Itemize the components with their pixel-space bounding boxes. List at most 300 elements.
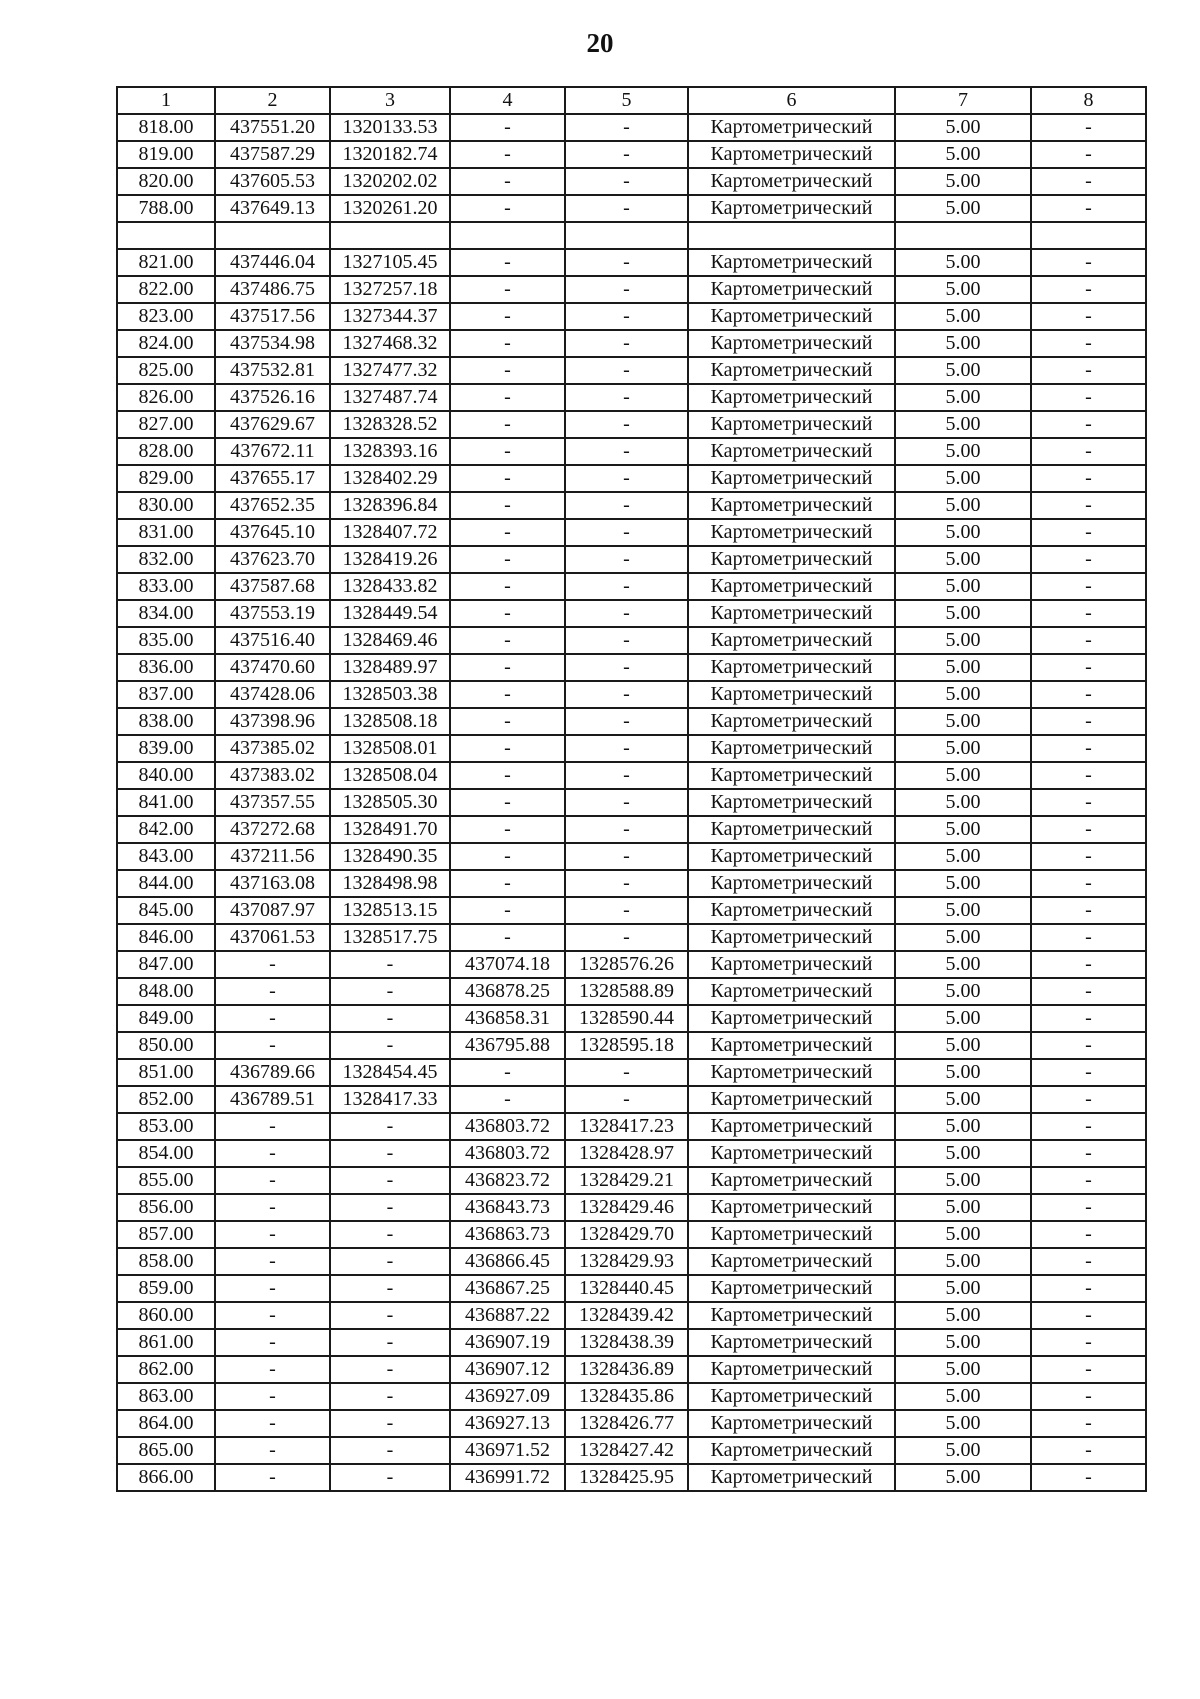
table-cell: Картометрический — [688, 573, 895, 600]
table-cell: - — [1031, 546, 1146, 573]
table-cell: 5.00 — [895, 1302, 1031, 1329]
table-row — [117, 1086, 1146, 1113]
table-row — [117, 1329, 1146, 1356]
table-row — [117, 816, 1146, 843]
table-cell: - — [450, 843, 565, 870]
table-cell: 5.00 — [895, 357, 1031, 384]
table-cell: - — [450, 411, 565, 438]
table-cell: - — [565, 519, 688, 546]
table-cell: - — [1031, 303, 1146, 330]
table-cell: 841.00 — [117, 789, 215, 816]
table-cell: 826.00 — [117, 384, 215, 411]
table-cell: - — [215, 1383, 330, 1410]
table-cell: 436907.12 — [450, 1356, 565, 1383]
table-cell: - — [330, 1005, 450, 1032]
table-cell: - — [450, 465, 565, 492]
table-row — [117, 1005, 1146, 1032]
table-cell: - — [330, 1275, 450, 1302]
table-body — [117, 114, 1146, 1491]
table-cell: - — [1031, 1140, 1146, 1167]
table-row — [117, 1248, 1146, 1275]
table-row — [117, 1194, 1146, 1221]
table-cell: 833.00 — [117, 573, 215, 600]
table-cell: 437623.70 — [215, 546, 330, 573]
table-row — [117, 492, 1146, 519]
table-cell: - — [565, 168, 688, 195]
table-cell — [565, 222, 688, 249]
table-cell: - — [1031, 411, 1146, 438]
table-cell: - — [565, 438, 688, 465]
table-cell: - — [450, 627, 565, 654]
table-cell: Картометрический — [688, 1221, 895, 1248]
table-cell: - — [215, 1248, 330, 1275]
table-cell: 1328429.46 — [565, 1194, 688, 1221]
table-cell: Картометрический — [688, 1086, 895, 1113]
table-cell: 5.00 — [895, 1221, 1031, 1248]
table-cell: - — [1031, 708, 1146, 735]
table-cell: 436887.22 — [450, 1302, 565, 1329]
table-cell: 858.00 — [117, 1248, 215, 1275]
table-cell: 1328454.45 — [330, 1059, 450, 1086]
table-cell: 5.00 — [895, 654, 1031, 681]
table-cell: 437534.98 — [215, 330, 330, 357]
table-cell: 831.00 — [117, 519, 215, 546]
table-row — [117, 1113, 1146, 1140]
table-cell: 839.00 — [117, 735, 215, 762]
table-cell: 5.00 — [895, 168, 1031, 195]
table-cell: 437551.20 — [215, 114, 330, 141]
table-cell: Картометрический — [688, 735, 895, 762]
table-cell: 1320202.02 — [330, 168, 450, 195]
table-cell: 788.00 — [117, 195, 215, 222]
table-row — [117, 654, 1146, 681]
table-cell: Картометрический — [688, 951, 895, 978]
table-cell: - — [1031, 816, 1146, 843]
table-cell: 859.00 — [117, 1275, 215, 1302]
table-cell: - — [1031, 762, 1146, 789]
table-row — [117, 114, 1146, 141]
table-cell: 832.00 — [117, 546, 215, 573]
table-cell: 1320182.74 — [330, 141, 450, 168]
table-cell: - — [330, 1140, 450, 1167]
table-cell: - — [565, 276, 688, 303]
table-row — [117, 168, 1146, 195]
table-cell: Картометрический — [688, 654, 895, 681]
table-cell: - — [215, 1140, 330, 1167]
table-cell: - — [1031, 978, 1146, 1005]
table-cell: Картометрический — [688, 762, 895, 789]
table-cell: - — [450, 141, 565, 168]
table-cell: 5.00 — [895, 978, 1031, 1005]
table-cell: - — [215, 1221, 330, 1248]
table-cell: 436789.66 — [215, 1059, 330, 1086]
table-cell: 849.00 — [117, 1005, 215, 1032]
table-cell: - — [450, 789, 565, 816]
table-cell: - — [450, 276, 565, 303]
table-cell: Картометрический — [688, 1464, 895, 1491]
table-row — [117, 1059, 1146, 1086]
table-cell: - — [1031, 114, 1146, 141]
table-cell: 437398.96 — [215, 708, 330, 735]
table-cell: 437649.13 — [215, 195, 330, 222]
table-cell: - — [565, 573, 688, 600]
table-row — [117, 384, 1146, 411]
table-cell: 1328328.52 — [330, 411, 450, 438]
table-cell: 823.00 — [117, 303, 215, 330]
table-cell: - — [1031, 897, 1146, 924]
table-cell: Картометрический — [688, 1194, 895, 1221]
table-cell: - — [1031, 1032, 1146, 1059]
table-cell: Картометрический — [688, 1059, 895, 1086]
table-cell: 5.00 — [895, 1410, 1031, 1437]
table-cell: - — [215, 1167, 330, 1194]
table-cell: 5.00 — [895, 546, 1031, 573]
table-cell: 437428.06 — [215, 681, 330, 708]
table-cell: Картометрический — [688, 843, 895, 870]
table-cell: - — [1031, 1356, 1146, 1383]
table-row — [117, 1275, 1146, 1302]
table-cell: - — [1031, 141, 1146, 168]
table-cell: - — [330, 1464, 450, 1491]
table-cell: - — [565, 924, 688, 951]
table-row — [117, 1437, 1146, 1464]
table-cell: Картометрический — [688, 870, 895, 897]
table-cell: 824.00 — [117, 330, 215, 357]
table-cell: - — [565, 681, 688, 708]
table-cell: - — [1031, 330, 1146, 357]
column-header: 5 — [565, 87, 688, 114]
table-cell: 437087.97 — [215, 897, 330, 924]
table-cell: - — [1031, 1383, 1146, 1410]
table-cell: - — [565, 303, 688, 330]
table-cell: - — [450, 1086, 565, 1113]
table-cell: - — [1031, 1194, 1146, 1221]
table-cell: Картометрический — [688, 627, 895, 654]
table-cell: 830.00 — [117, 492, 215, 519]
table-cell: Картометрический — [688, 168, 895, 195]
table-cell: - — [450, 519, 565, 546]
table-cell: 855.00 — [117, 1167, 215, 1194]
table-cell: 1328508.04 — [330, 762, 450, 789]
table-cell: - — [450, 600, 565, 627]
table-cell: 436795.88 — [450, 1032, 565, 1059]
table-cell: - — [1031, 195, 1146, 222]
table-cell: - — [565, 141, 688, 168]
table-cell: - — [450, 654, 565, 681]
table-cell: - — [215, 1194, 330, 1221]
table-cell: 5.00 — [895, 1086, 1031, 1113]
table-cell: 852.00 — [117, 1086, 215, 1113]
table-cell: 436907.19 — [450, 1329, 565, 1356]
table-cell: 5.00 — [895, 114, 1031, 141]
table-cell: 5.00 — [895, 1194, 1031, 1221]
table-cell: 1328576.26 — [565, 951, 688, 978]
table-cell: - — [450, 1059, 565, 1086]
table-cell: - — [330, 1113, 450, 1140]
table-row — [117, 1167, 1146, 1194]
table-cell: - — [450, 708, 565, 735]
table-cell: 436803.72 — [450, 1140, 565, 1167]
table-cell: - — [1031, 843, 1146, 870]
table-cell: - — [215, 1410, 330, 1437]
table-cell: Картометрический — [688, 789, 895, 816]
table-cell: 862.00 — [117, 1356, 215, 1383]
table-cell: - — [565, 546, 688, 573]
table-cell: Картометрический — [688, 492, 895, 519]
table-cell: 1328407.72 — [330, 519, 450, 546]
table-cell: 436867.25 — [450, 1275, 565, 1302]
table-cell: 437652.35 — [215, 492, 330, 519]
coordinates-table — [116, 86, 1147, 1492]
table-cell: 1327105.45 — [330, 249, 450, 276]
column-header: 8 — [1031, 87, 1146, 114]
table-row — [117, 762, 1146, 789]
table-cell: - — [330, 1221, 450, 1248]
table-cell: Картометрический — [688, 1383, 895, 1410]
table-cell: 1328590.44 — [565, 1005, 688, 1032]
table-cell: 847.00 — [117, 951, 215, 978]
table-row — [117, 1032, 1146, 1059]
table-cell: - — [215, 1005, 330, 1032]
table-cell: 840.00 — [117, 762, 215, 789]
table-cell: - — [330, 1302, 450, 1329]
column-header: 1 — [117, 87, 215, 114]
table-cell: 821.00 — [117, 249, 215, 276]
table-cell: 818.00 — [117, 114, 215, 141]
table-cell: - — [450, 303, 565, 330]
table-cell: 437587.68 — [215, 573, 330, 600]
table-cell: 1328517.75 — [330, 924, 450, 951]
table-cell: 864.00 — [117, 1410, 215, 1437]
table-cell: - — [565, 816, 688, 843]
table-cell: Картометрический — [688, 600, 895, 627]
table-row — [117, 438, 1146, 465]
table-cell: 436823.72 — [450, 1167, 565, 1194]
table-cell: - — [1031, 1275, 1146, 1302]
table-cell: 850.00 — [117, 1032, 215, 1059]
table-cell: 1328438.39 — [565, 1329, 688, 1356]
table-cell: Картометрический — [688, 519, 895, 546]
table-cell: Картометрический — [688, 1275, 895, 1302]
table-cell: 835.00 — [117, 627, 215, 654]
table-cell: 5.00 — [895, 843, 1031, 870]
table-cell: - — [1031, 573, 1146, 600]
table-cell: Картометрический — [688, 465, 895, 492]
column-header: 3 — [330, 87, 450, 114]
table-row — [117, 897, 1146, 924]
table-cell: 437532.81 — [215, 357, 330, 384]
table-cell — [215, 222, 330, 249]
table-cell: - — [450, 195, 565, 222]
table-cell: 1328429.21 — [565, 1167, 688, 1194]
table-cell: Картометрический — [688, 1140, 895, 1167]
table-cell: - — [450, 870, 565, 897]
table-cell: 1328429.70 — [565, 1221, 688, 1248]
table-row — [117, 195, 1146, 222]
table-cell: - — [565, 1086, 688, 1113]
table-cell: 829.00 — [117, 465, 215, 492]
table-row — [117, 222, 1146, 249]
table-cell: 5.00 — [895, 1437, 1031, 1464]
table-cell: 437672.11 — [215, 438, 330, 465]
table-cell: 5.00 — [895, 330, 1031, 357]
table-row — [117, 681, 1146, 708]
page-number: 20 — [586, 28, 614, 58]
table-cell: - — [215, 1356, 330, 1383]
table-cell: 1328417.23 — [565, 1113, 688, 1140]
table-cell: 1328505.30 — [330, 789, 450, 816]
table-cell: 437446.04 — [215, 249, 330, 276]
table-row — [117, 978, 1146, 1005]
table-cell: - — [565, 627, 688, 654]
table-row — [117, 843, 1146, 870]
table-cell: 436927.13 — [450, 1410, 565, 1437]
table-cell: 860.00 — [117, 1302, 215, 1329]
table-cell: - — [1031, 924, 1146, 951]
table-cell: 1328503.38 — [330, 681, 450, 708]
table-cell: - — [330, 1356, 450, 1383]
table-cell: 822.00 — [117, 276, 215, 303]
table-cell: - — [450, 735, 565, 762]
table-cell: 5.00 — [895, 1032, 1031, 1059]
table-cell: 820.00 — [117, 168, 215, 195]
table-cell: 827.00 — [117, 411, 215, 438]
table-cell: 1328436.89 — [565, 1356, 688, 1383]
column-header: 2 — [215, 87, 330, 114]
table-cell: Картометрический — [688, 411, 895, 438]
table-cell: Картометрический — [688, 357, 895, 384]
table-row — [117, 870, 1146, 897]
table-cell: - — [450, 168, 565, 195]
table-row — [117, 1140, 1146, 1167]
table-cell: 1327257.18 — [330, 276, 450, 303]
table-cell: 5.00 — [895, 249, 1031, 276]
table-cell: 1328508.01 — [330, 735, 450, 762]
table-cell: 1328427.42 — [565, 1437, 688, 1464]
table-cell: 5.00 — [895, 1140, 1031, 1167]
table-cell: 5.00 — [895, 519, 1031, 546]
table-row — [117, 789, 1146, 816]
table-cell: 436843.73 — [450, 1194, 565, 1221]
table-cell: 1328393.16 — [330, 438, 450, 465]
table-cell: 848.00 — [117, 978, 215, 1005]
table-cell: - — [1031, 1086, 1146, 1113]
table-cell: - — [565, 600, 688, 627]
table-cell: 825.00 — [117, 357, 215, 384]
table-cell: 437486.75 — [215, 276, 330, 303]
table-cell: - — [1031, 519, 1146, 546]
table-cell: Картометрический — [688, 141, 895, 168]
table-cell: 1328425.95 — [565, 1464, 688, 1491]
table-cell — [1031, 222, 1146, 249]
table-cell: - — [330, 978, 450, 1005]
table-cell: 844.00 — [117, 870, 215, 897]
table-cell: Картометрический — [688, 924, 895, 951]
table-cell: - — [215, 1302, 330, 1329]
table-cell: 1328417.33 — [330, 1086, 450, 1113]
table-cell: - — [1031, 492, 1146, 519]
table-cell: 1327477.32 — [330, 357, 450, 384]
table-cell: - — [215, 1275, 330, 1302]
table-cell: - — [565, 249, 688, 276]
table-cell: - — [330, 1167, 450, 1194]
column-header: 4 — [450, 87, 565, 114]
table-cell: 5.00 — [895, 276, 1031, 303]
table-cell: Картометрический — [688, 1302, 895, 1329]
table-cell: Картометрический — [688, 195, 895, 222]
table-cell: 1320133.53 — [330, 114, 450, 141]
table-cell: - — [1031, 789, 1146, 816]
table-row — [117, 303, 1146, 330]
table-cell: 1328440.45 — [565, 1275, 688, 1302]
table-cell: 1328491.70 — [330, 816, 450, 843]
table-cell: 5.00 — [895, 438, 1031, 465]
table-cell: Картометрический — [688, 1248, 895, 1275]
table-cell: - — [450, 897, 565, 924]
table-cell: 1327344.37 — [330, 303, 450, 330]
table-cell: 5.00 — [895, 1167, 1031, 1194]
table-cell: 1328433.82 — [330, 573, 450, 600]
table-row — [117, 519, 1146, 546]
table-cell — [450, 222, 565, 249]
table-cell: - — [450, 438, 565, 465]
table-row — [117, 141, 1146, 168]
table-cell: 5.00 — [895, 141, 1031, 168]
table-cell: 837.00 — [117, 681, 215, 708]
table-cell: - — [565, 1059, 688, 1086]
table-cell: 838.00 — [117, 708, 215, 735]
table-cell: - — [565, 357, 688, 384]
table-cell: Картометрический — [688, 708, 895, 735]
table-cell: - — [450, 114, 565, 141]
table-cell: Картометрический — [688, 249, 895, 276]
table-cell: 437605.53 — [215, 168, 330, 195]
table-cell: - — [1031, 276, 1146, 303]
table-cell: 851.00 — [117, 1059, 215, 1086]
table-cell: - — [1031, 654, 1146, 681]
table-cell: - — [1031, 438, 1146, 465]
table-cell: 1327487.74 — [330, 384, 450, 411]
table-cell: - — [1031, 627, 1146, 654]
table-cell: - — [330, 1410, 450, 1437]
table-cell: 436971.52 — [450, 1437, 565, 1464]
table-cell — [330, 222, 450, 249]
table-cell: Картометрический — [688, 1329, 895, 1356]
table-cell: 834.00 — [117, 600, 215, 627]
table-cell: 437517.56 — [215, 303, 330, 330]
table-cell: Картометрический — [688, 978, 895, 1005]
table-cell: - — [565, 195, 688, 222]
table-cell: - — [450, 681, 565, 708]
table-cell: 5.00 — [895, 1329, 1031, 1356]
table-cell: - — [565, 870, 688, 897]
table-cell: 1328595.18 — [565, 1032, 688, 1059]
table-row — [117, 1221, 1146, 1248]
table-cell: Картометрический — [688, 546, 895, 573]
table-cell: 5.00 — [895, 897, 1031, 924]
table-cell: - — [1031, 384, 1146, 411]
table-cell: - — [1031, 168, 1146, 195]
table-cell — [117, 222, 215, 249]
table-cell: Картометрический — [688, 1410, 895, 1437]
table-cell: - — [1031, 600, 1146, 627]
table-cell: 1328508.18 — [330, 708, 450, 735]
table-cell: 853.00 — [117, 1113, 215, 1140]
table-cell: - — [565, 843, 688, 870]
table-row — [117, 1410, 1146, 1437]
table-row — [117, 951, 1146, 978]
table-cell: 1328402.29 — [330, 465, 450, 492]
